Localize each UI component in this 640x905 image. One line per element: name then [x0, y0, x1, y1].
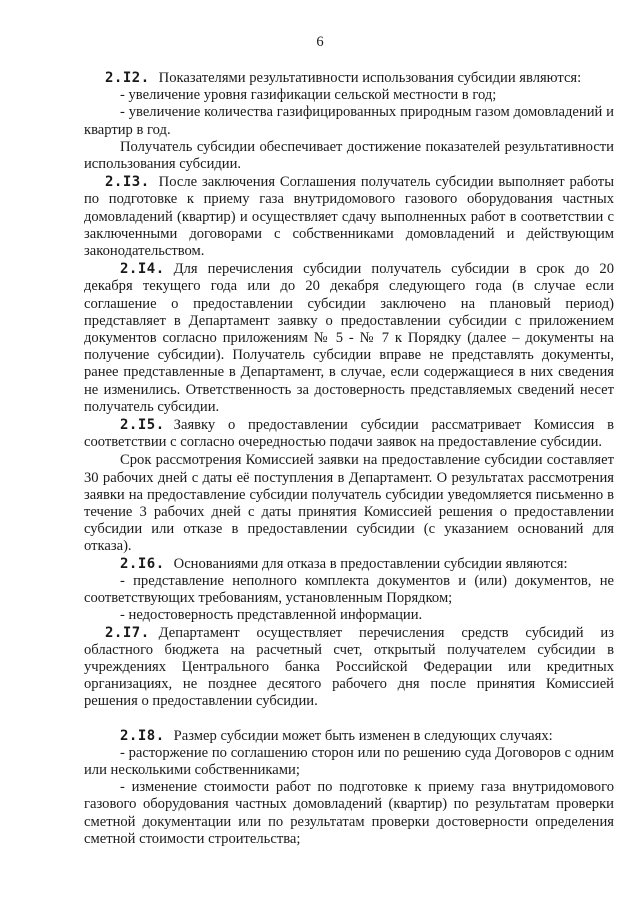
section-number: 2.I3.: [105, 174, 150, 191]
section-text: Департамент осуществляет перечисления средств субсидий из областного бюджета на расчетный счет, открытый получателем субсидии в учреждениях Центрального банка Российской Федерации или кредитных организациях, не позднее десятого рабочего дня после принятия Комиссией решения о предоставлении субсидии.: [84, 624, 614, 710]
list-item: - расторжение по соглашению сторон или по решению суда Договоров с одним или несколькими собственниками;: [84, 744, 614, 778]
section-text: Основаниями для отказа в предоставлении субсидии являются:: [173, 555, 568, 572]
section-number: 2.I2.: [105, 70, 150, 86]
paragraph: Получатель субсидии обеспечивает достижение показателей результативности использования субсидии.: [84, 138, 614, 173]
section-2-13: [84, 174, 614, 260]
document-body: [84, 70, 614, 848]
section-2-18-intro: [84, 728, 614, 745]
section-text: Показателями результативности использования субсидии являются:: [158, 70, 582, 86]
section-number: 2.I5.: [120, 417, 165, 434]
section-text: После заключения Соглашения получатель субсидии выполняет работы по подготовке к приему газа внутридомового газового оборудования частных домовладений (квартир) и осуществляет сдачу выполненных работ в соответствии с заключенными договорами с собственниками домовладений и действующим законодательством.: [84, 174, 614, 260]
list-item: - увеличение уровня газификации сельской местности в год;: [120, 87, 497, 104]
section-2-15: [84, 417, 614, 451]
list-item: - представление неполного комплекта документов и (или) документов, не соответствующих требованиям, установленным Порядком;: [84, 572, 614, 607]
list-item: - увеличение количества газифицированных природным газом домовладений и квартир в год.: [84, 104, 614, 138]
page-number: 6: [316, 34, 324, 50]
section-2-17: [84, 625, 614, 711]
list-item: - изменение стоимости работ по подготовке к приему газа внутридомового газового оборудования частных домовладений (квартир) по результатам проверки сметной документации или по результатам проверки достоверности определения сметной стоимости строительства;: [84, 779, 614, 847]
paragraph: Срок рассмотрения Комиссией заявки на предоставление субсидии составляет 30 рабочих дней с даты её поступления в Департамент. О результатах рассмотрения заявки на предоставление субсидии получатель субсидии уведомляется письменно в течение 3 рабочих дней с даты принятия Комиссией решения о предоставлении субсидии или отказе в предоставлении субсидии (с указанием оснований для отказа).: [84, 452, 614, 555]
section-text: Для перечисления субсидии получатель субсидии в срок до 20 декабря текущего года или до 20 декабря следующего года (в случае если соглашение о предоставлении субсидии заключено на плановый период) представляет в Департамент заявку о предоставлении субсидии с приложением документов согласно приложениям № 5 - № 7 к Порядку (далее – документы на получение субсидии). Получатель субсидии вправе не представлять документы, ранее представленные в Департамент, в случае, если содержащиеся в них сведения не изменились. Ответственность за достоверность представляемых сведений несет получатель субсидии.: [84, 261, 614, 415]
section-2-12-intro: [84, 70, 614, 87]
section-text: Размер субсидии может быть изменен в следующих случаях:: [173, 727, 553, 744]
section-number: 2.I4.: [120, 261, 165, 278]
section-2-14: [84, 261, 614, 416]
section-text: Заявку о предоставлении субсидии рассматривает Комиссия в соответствии с согласно очередностью подачи заявок на предоставление субсидии.: [84, 417, 614, 451]
section-number: 2.I7.: [105, 624, 150, 641]
list-item: - недостоверность представленной информации.: [120, 607, 423, 624]
section-2-16-intro: [84, 556, 614, 573]
section-number: 2.I8.: [120, 727, 165, 744]
section-number: 2.I6.: [120, 555, 165, 572]
